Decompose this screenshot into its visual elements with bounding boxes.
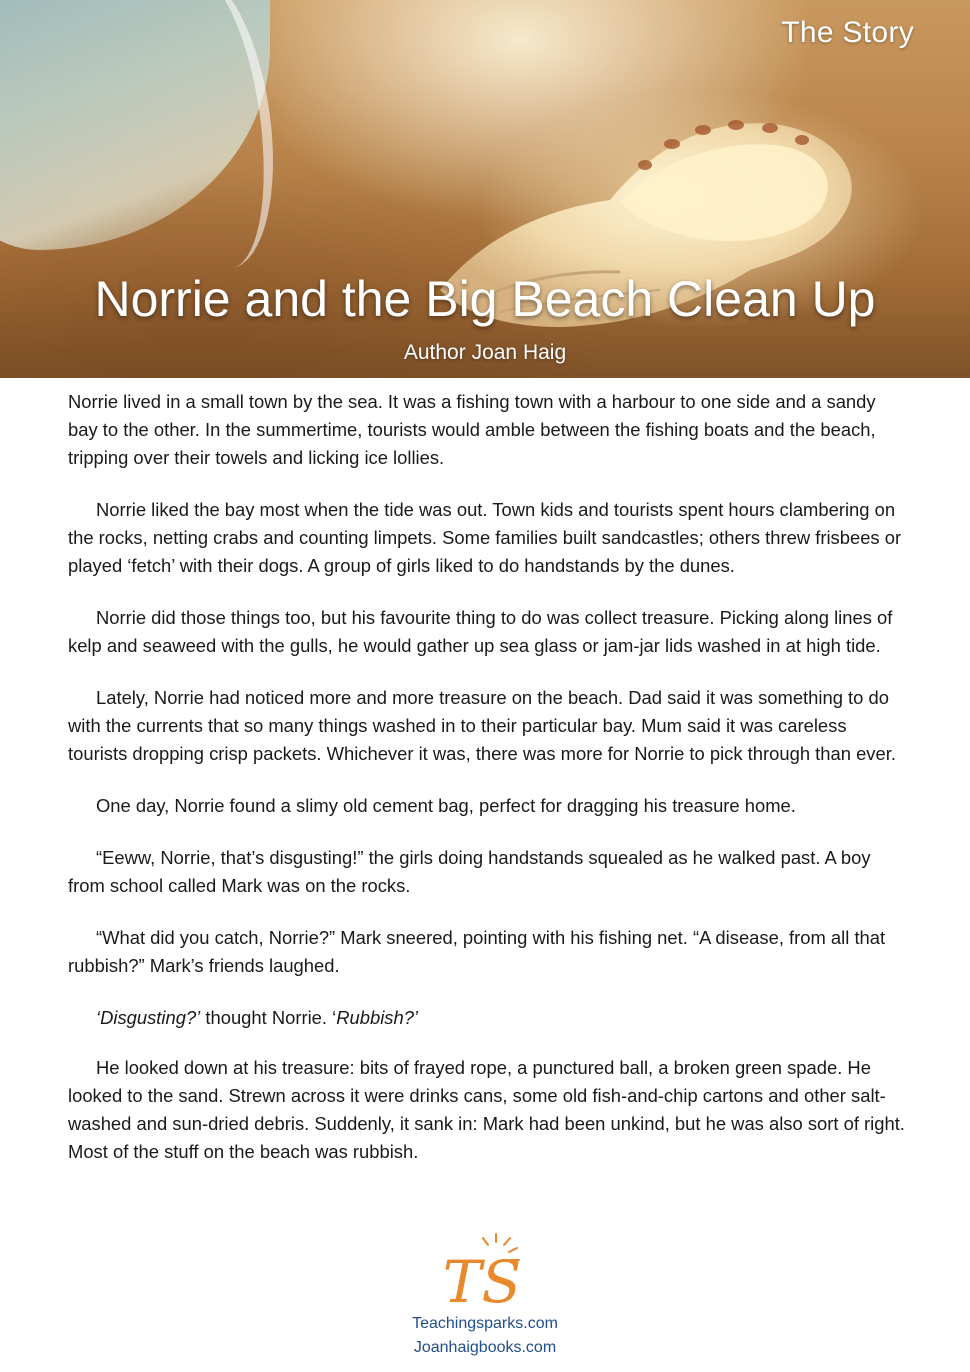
story-paragraph-6: “Eeww, Norrie, that’s disgusting!” the girls doing handstands squealed as he walked past. A boy from school called Mark was on the rocks. bbox=[68, 847, 871, 896]
author-credit: Author Joan Haig bbox=[403, 341, 567, 364]
story-paragraph-1: Norrie lived in a small town by the sea. It was a fishing town with a harbour to one side and a sandy bay to the other. In the summertime, tourists would amble between the fishing boats and the beach, tripping over their towels and licking ice lollies. bbox=[68, 391, 876, 468]
logo-text: TS bbox=[442, 1248, 522, 1312]
story-paragraph-5: One day, Norrie found a slimy old cement bag, perfect for dragging his treasure home. bbox=[96, 795, 796, 816]
section-label: The Story bbox=[781, 16, 914, 49]
teachingsparks-link[interactable]: Teachingsparks.com bbox=[412, 1315, 558, 1332]
story-paragraph-7: “What did you catch, Norrie?” Mark sneered, pointing with his fishing net. “A disease, from all that rubbish?” Mark’s friends laughed. bbox=[68, 927, 886, 976]
story-text bbox=[68, 388, 908, 1190]
story-paragraph-4: Lately, Norrie had noticed more and more treasure on the beach. Dad said it was something to do with the currents that so many things washed in to their particular bay. Mum said it was careless tourists dropping crisp packets. Whichever it was, there was more for Norrie to pick through than ever. bbox=[68, 687, 896, 764]
story-paragraph-2: Norrie liked the bay most when the tide was out. Town kids and tourists spent hours clambering on the rocks, netting crabs and counting limpets. Some families built sandcastles; others threw frisbees or played ‘fetch’ with their dogs. A group of girls liked to do handstands by the dunes. bbox=[68, 499, 902, 576]
story-title: Norrie and the Big Beach Clean Up bbox=[94, 271, 876, 327]
teachingsparks-logo bbox=[430, 1232, 540, 1312]
thought-middle: thought Norrie. ‘ bbox=[200, 1007, 337, 1028]
thought-italic-disgusting: ‘Disgusting?’ bbox=[96, 1007, 201, 1028]
thought-italic-rubbish: Rubbish?’ bbox=[336, 1007, 419, 1028]
header-image bbox=[0, 0, 970, 378]
story-paragraph-3: Norrie did those things too, but his favourite thing to do was collect treasure. Picking along lines of kelp and seaweed with the gulls, he would gather up sea glass or jam-jar lids washed in at high tide. bbox=[68, 607, 893, 656]
story-paragraph-final: He looked down at his treasure: bits of frayed rope, a punctured ball, a broken green spade. He looked to the sand. Strewn across it were drinks cans, some old fish-and-chip cartons and other salt-washed and sun-dried debris. Suddenly, it sank in: Mark had been unkind, but he was also sort of right. Most of the stuff on the beach was rubbish. bbox=[68, 1057, 905, 1162]
story-thought-line bbox=[68, 1004, 908, 1032]
joanhaigbooks-link[interactable]: Joanhaigbooks.com bbox=[413, 1339, 557, 1356]
footer bbox=[0, 1232, 970, 1360]
